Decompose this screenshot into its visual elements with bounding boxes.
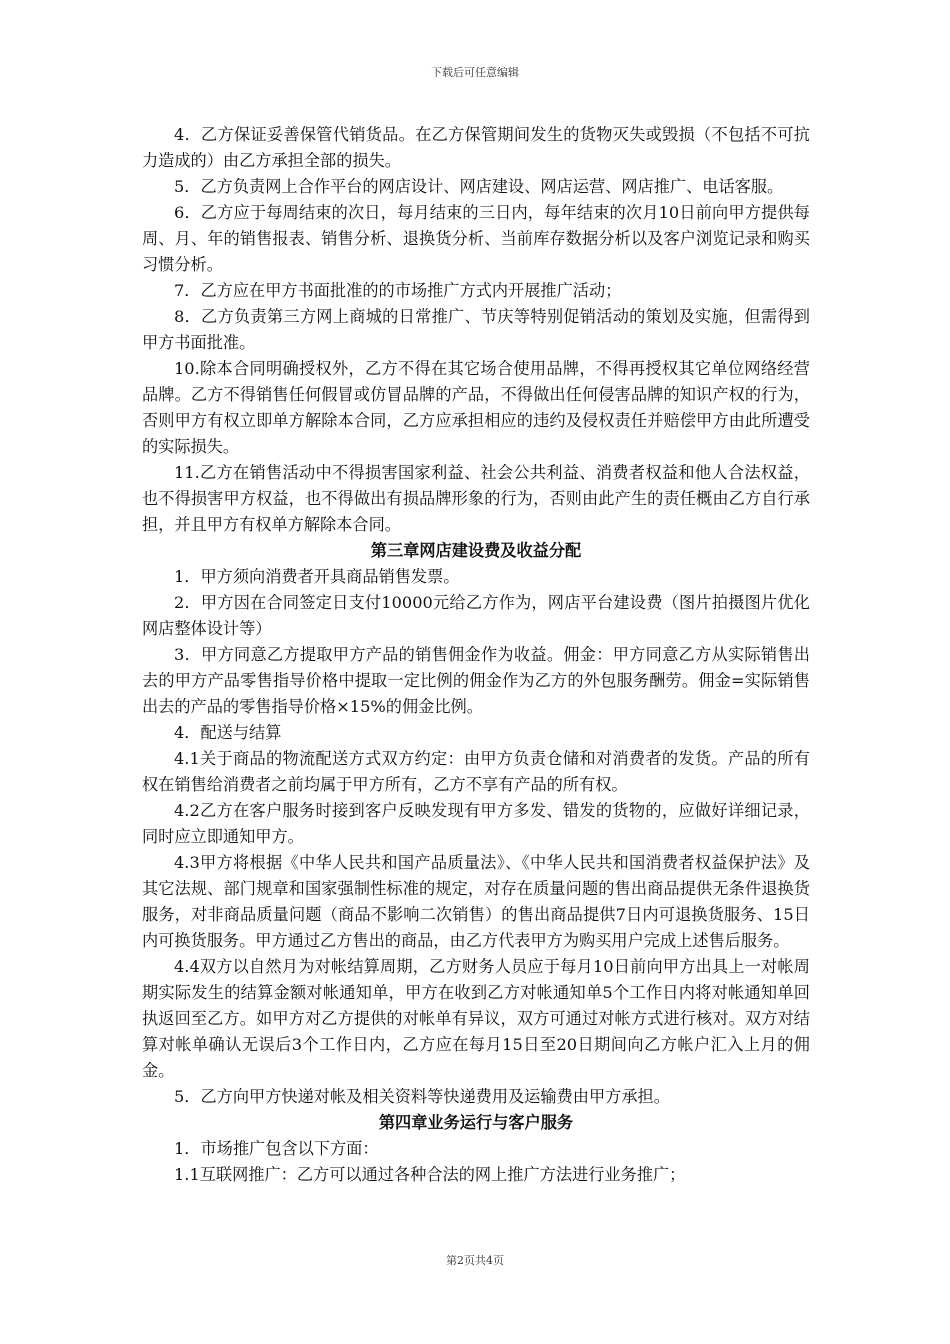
clause-paragraph: 1．甲方须向消费者开具商品销售发票。 — [174, 567, 460, 586]
clause-paragraph: 2．甲方因在合同签定日支付10000元给乙方作为，网店平台建设费（图片拍摄图片优化网店整体设计等） — [142, 593, 810, 638]
clause-paragraph: 4.2乙方在客户服务时接到客户反映发现有甲方多发、错发的货物的，应做好详细记录，同时应立即通知甲方。 — [142, 801, 810, 846]
clause-paragraph: 4.4双方以自然月为对帐结算周期，乙方财务人员应于每月10日前向甲方出具上一对帐周期实际发生的结算金额对帐通知单，甲方在收到乙方对帐通知单5个工作日内将对帐通知单回执返回至乙方。如甲方对乙方提供的对帐单有异议，双方可通过对帐方式进行核对。双方对结算对帐单确认无误后3个工作日内，乙方应在每月15日至20日期间向乙方帐户汇入上月的佣金。 — [142, 957, 810, 1080]
clause-paragraph: 11.乙方在销售活动中不得损害国家利益、社会公共利益、消费者权益和他人合法权益，也不得损害甲方权益，也不得做出有损品牌形象的行为，否则由此产生的责任概由乙方自行承担，并且甲方有权单方解除本合同。 — [142, 463, 810, 534]
clause-paragraph: 10.除本合同明确授权外，乙方不得在其它场合使用品牌，不得再授权其它单位网络经营品牌。乙方不得销售任何假冒或仿冒品牌的产品，不得做出任何侵害品牌的知识产权的行为，否则甲方有权立即单方解除本合同，乙方应承担相应的违约及侵权责任并赔偿甲方由此所遭受的实际损失。 — [142, 359, 810, 456]
clause-paragraph: 4.3甲方将根据《中华人民共和国产品质量法》、《中华人民共和国消费者权益保护法》及其它法规、部门规章和国家强制性标准的规定，对存在质量问题的售出商品提供无条件退换货服务，对非商品质量问题（商品不影响二次销售）的售出商品提供7日内可退换货服务、15日内可换货服务。甲方通过乙方售出的商品，由乙方代表甲方为购买用户完成上述售后服务。 — [142, 853, 810, 950]
chapter-heading: 第四章业务运行与客户服务 — [378, 1113, 574, 1132]
clause-paragraph: 5．乙方向甲方快递对帐及相关资料等快递费用及运输费由甲方承担。 — [174, 1087, 670, 1106]
page-footer: 第2页共4页 — [446, 1254, 504, 1267]
clause-paragraph: 3．甲方同意乙方提取甲方产品的销售佣金作为收益。佣金：甲方同意乙方从实际销售出去的甲方产品零售指导价格中提取一定比例的佣金作为乙方的外包服务酬劳。佣金=实际销售出去的产品的零售指导价格×15%的佣金比例。 — [142, 645, 810, 716]
document-body — [142, 122, 810, 1188]
page-header: 下载后可任意编辑 — [431, 66, 519, 79]
clause-paragraph: 4．配送与结算 — [174, 723, 282, 742]
clause-paragraph: 7．乙方应在甲方书面批准的的市场推广方式内开展推广活动； — [174, 281, 622, 300]
clause-paragraph: 8．乙方负责第三方网上商城的日常推广、节庆等特别促销活动的策划及实施，但需得到甲方书面批准。 — [142, 307, 810, 352]
clause-paragraph: 1.1互联网推广：乙方可以通过各种合法的网上推广方法进行业务推广； — [174, 1165, 686, 1184]
clause-paragraph: 4．乙方保证妥善保管代销货品。在乙方保管期间发生的货物灭失或毁损（不包括不可抗力造成的）由乙方承担全部的损失。 — [142, 125, 810, 170]
clause-paragraph: 6．乙方应于每周结束的次日，每月结束的三日内，每年结束的次月10日前向甲方提供每周、月、年的销售报表、销售分析、退换货分析、当前库存数据分析以及客户浏览记录和购买习惯分析。 — [142, 203, 810, 274]
clause-paragraph: 1．市场推广包含以下方面： — [174, 1139, 379, 1158]
chapter-heading: 第三章网店建设费及收益分配 — [370, 541, 582, 560]
clause-paragraph: 4.1关于商品的物流配送方式双方约定：由甲方负责仓储和对消费者的发货。产品的所有权在销售给消费者之前均属于甲方所有，乙方不享有产品的所有权。 — [142, 749, 810, 794]
clause-paragraph: 5．乙方负责网上合作平台的网店设计、网店建设、网店运营、网店推广、电话客服。 — [174, 177, 784, 196]
